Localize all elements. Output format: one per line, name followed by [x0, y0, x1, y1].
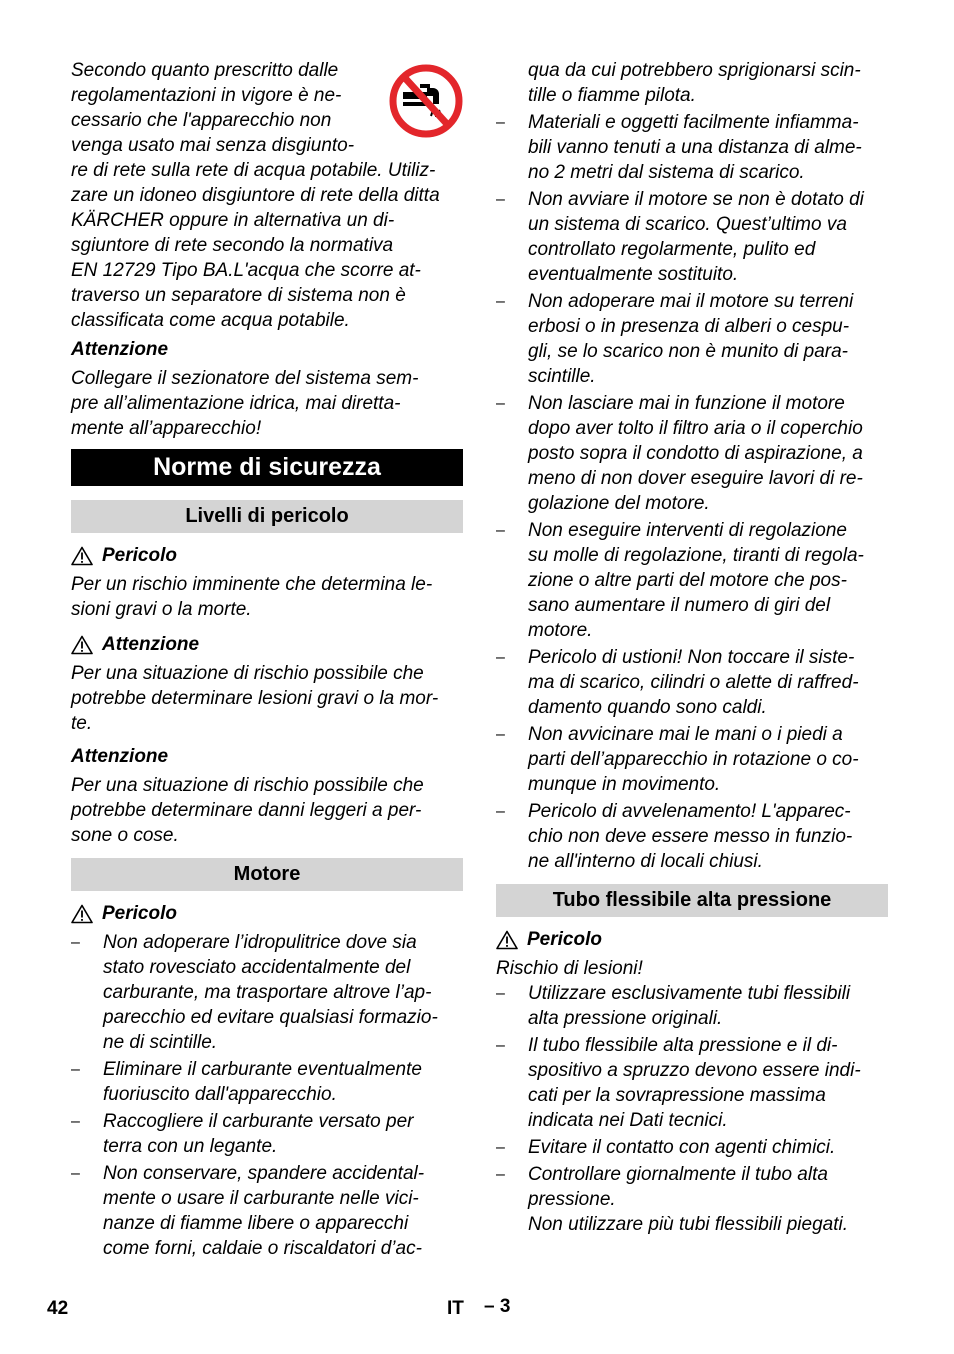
- list-item-line: ne di scintille.: [103, 1032, 218, 1053]
- dash-bullet: –: [496, 1037, 505, 1054]
- dash-bullet: –: [496, 1139, 505, 1156]
- list-item-line: cati per la sovrapressione massima: [528, 1085, 826, 1106]
- list-item-line: Non utilizzare più tubi flessibili piegati.: [528, 1214, 848, 1235]
- list-item-line: come forni, caldaie o riscaldatori d’ac-: [103, 1238, 422, 1259]
- dash-bullet: –: [496, 1166, 505, 1183]
- list-item-line: Non lasciare mai in funzione il motore: [528, 393, 845, 414]
- danger-text: [71, 572, 463, 622]
- list-item: [496, 1162, 888, 1237]
- dash-bullet: –: [71, 934, 80, 951]
- list-item-line: terra con un legante.: [103, 1136, 278, 1157]
- list-item-line: spositivo a spruzzo devono essere indi-: [528, 1060, 861, 1081]
- motor-list-left: [71, 930, 463, 1261]
- section-page: – 3: [484, 1296, 511, 1317]
- list-item: [496, 722, 888, 797]
- dash-bullet: –: [496, 114, 505, 131]
- list-item-line: Non avviare il motore se non è dotato di: [528, 189, 864, 210]
- subsection-title-hose: Tubo flessibile alta pressione: [496, 884, 888, 917]
- text-line: sgiuntore di rete secondo la normativa: [71, 235, 394, 256]
- dash-bullet: –: [496, 726, 505, 743]
- dash-bullet: –: [71, 1113, 80, 1130]
- caution-text: [71, 773, 463, 848]
- list-item-line: pressione.: [528, 1189, 616, 1210]
- list-item-line: parti dell’apparecchio in rotazione o co-: [528, 749, 859, 770]
- text-line: mente all’apparecchio!: [71, 418, 262, 439]
- text-line: re di rete sulla rete di acqua potabile. Utiliz-: [71, 160, 436, 181]
- list-item-line: Controllare giornalmente il tubo alta: [528, 1164, 828, 1185]
- caution-label: Attenzione: [71, 746, 169, 767]
- danger-heading: [71, 543, 463, 568]
- list-item-line: erbosi o in presenza di alberi o cespu-: [528, 316, 850, 337]
- dash-bullet: –: [496, 395, 505, 412]
- list-item-line: Non conservare, spandere accidental-: [103, 1163, 425, 1184]
- text-line: Per una situazione di rischio possibile che: [71, 775, 424, 796]
- text-line: qua da cui potrebbero sprigionarsi scin-: [528, 60, 861, 81]
- list-item-line: Materiali e oggetti facilmente infiamma-: [528, 112, 859, 133]
- list-item: [496, 391, 888, 516]
- list-item-line: posto sopra il condotto di aspirazione, a: [528, 443, 863, 464]
- list-item-line: Il tubo flessibile alta pressione e il di-: [528, 1035, 838, 1056]
- attention-label: Attenzione: [71, 339, 169, 360]
- warning-label: Attenzione: [102, 634, 200, 655]
- list-item-line: fuoriuscito dall'apparecchio.: [103, 1084, 337, 1105]
- list-item-line: mente o usare il carburante nelle vici-: [103, 1188, 419, 1209]
- list-item: [71, 1109, 463, 1159]
- page-number: 42: [47, 1298, 69, 1319]
- continued-text: [496, 58, 888, 108]
- list-item-line: motore.: [528, 620, 593, 641]
- list-item-line: alta pressione originali.: [528, 1008, 723, 1029]
- list-item-line: Non adoperare l’idropulitrice dove sia: [103, 932, 417, 953]
- language-code: IT: [447, 1298, 464, 1319]
- text-line: sioni gravi o la morte.: [71, 599, 252, 620]
- attention-text: [71, 366, 463, 441]
- motor-list-right: [496, 110, 888, 874]
- list-item-line: Evitare il contatto con agenti chimici.: [528, 1137, 836, 1158]
- text-line: pre all’alimentazione idrica, mai diretta-: [71, 393, 401, 414]
- list-item-line: stato rovesciato accidentalmente del: [103, 957, 411, 978]
- list-item-line: indicata nei Dati tecnici.: [528, 1110, 728, 1131]
- text-line: potrebbe determinare lesioni gravi o la mor-: [71, 688, 439, 709]
- list-item: [496, 110, 888, 185]
- text-line: tille o fiamme pilota.: [528, 85, 696, 106]
- list-item-line: ne all'interno di locali chiusi.: [528, 851, 763, 872]
- hose-intro: Rischio di lesioni!: [496, 958, 643, 979]
- text-line: Secondo quanto prescritto dalle: [71, 60, 339, 81]
- list-item-line: Non avvicinare mai le mani o i piedi a: [528, 724, 843, 745]
- text-line: sone o cose.: [71, 825, 179, 846]
- list-item-line: Pericolo di ustioni! Non toccare il siste-: [528, 647, 855, 668]
- list-item-line: chio non deve essere messo in funzio-: [528, 826, 853, 847]
- text-line: potrebbe determinare danni leggeri a per-: [71, 800, 422, 821]
- list-item: [496, 289, 888, 389]
- text-line: Per una situazione di rischio possibile che: [71, 663, 424, 684]
- list-item: [71, 930, 463, 1055]
- list-item-line: ma di scarico, cilindri o alette di raffred-: [528, 672, 859, 693]
- list-item-line: Pericolo di avvelenamento! L'apparec-: [528, 801, 851, 822]
- list-item: [71, 1057, 463, 1107]
- motor-danger-label: Pericolo: [102, 903, 177, 924]
- dash-bullet: –: [71, 1061, 80, 1078]
- list-item: [496, 645, 888, 720]
- list-item-line: gli, se lo scarico non è munito di para-: [528, 341, 848, 362]
- list-item: [496, 1033, 888, 1133]
- list-item-line: su molle di regolazione, tiranti di regola-: [528, 545, 864, 566]
- dash-bullet: –: [496, 293, 505, 310]
- list-item-line: golazione del motore.: [528, 493, 710, 514]
- list-item-line: nanze di fiamme libere o apparecchi: [103, 1213, 409, 1234]
- subsection-title-levels: Livelli di pericolo: [71, 500, 463, 533]
- list-item-line: parecchio ed evitare qualsiasi formazio-: [103, 1007, 438, 1028]
- list-item: [496, 518, 888, 643]
- warning-triangle-icon: [71, 904, 93, 924]
- list-item-line: controllato regolarmente, pulito ed: [528, 239, 816, 260]
- text-line: cessario che l'apparecchio non: [71, 110, 332, 131]
- warning-heading: [71, 632, 463, 657]
- hose-danger-heading: [496, 927, 888, 952]
- list-item-line: carburante, ma trasportare altrove l’ap-: [103, 982, 432, 1003]
- list-item-line: Non adoperare mai il motore su terreni: [528, 291, 854, 312]
- list-item-line: damento quando sono caldi.: [528, 697, 767, 718]
- dash-bullet: –: [496, 803, 505, 820]
- text-line: zare un idoneo disgiuntore di rete della ditta: [71, 185, 440, 206]
- warning-triangle-icon: [496, 930, 518, 950]
- list-item-line: munque in movimento.: [528, 774, 721, 795]
- left-column: [71, 58, 463, 1263]
- hose-list: [496, 981, 888, 1237]
- list-item-line: un sistema di scarico. Quest’ultimo va: [528, 214, 847, 235]
- no-drinking-water-icon: [389, 64, 463, 138]
- dash-bullet: –: [496, 649, 505, 666]
- warning-text: [71, 661, 463, 736]
- list-item-line: Eliminare il carburante eventualmente: [103, 1059, 422, 1080]
- list-item: [496, 981, 888, 1031]
- subsection-title-motor: Motore: [71, 858, 463, 891]
- text-line: traverso un separatore di sistema non è: [71, 285, 406, 306]
- list-item-line: no 2 metri dal sistema di scarico.: [528, 162, 805, 183]
- list-item: [71, 1161, 463, 1261]
- list-item-line: Raccogliere il carburante versato per: [103, 1111, 414, 1132]
- list-item: [496, 187, 888, 287]
- list-item-line: meno di non dover eseguire lavori di re-: [528, 468, 863, 489]
- danger-label: Pericolo: [102, 545, 177, 566]
- list-item-line: Utilizzare esclusivamente tubi flessibili: [528, 983, 851, 1004]
- text-line: EN 12729 Tipo BA.L'acqua che scorre at-: [71, 260, 421, 281]
- list-item: [496, 1135, 888, 1160]
- hose-danger-label: Pericolo: [527, 929, 602, 950]
- section-title-safety: Norme di sicurezza: [71, 449, 463, 486]
- dash-bullet: –: [496, 985, 505, 1002]
- text-line: classificata come acqua potabile.: [71, 310, 350, 331]
- dash-bullet: –: [496, 522, 505, 539]
- intro-paragraph: [71, 58, 463, 333]
- list-item-line: scintille.: [528, 366, 596, 387]
- text-line: Per un rischio imminente che determina le-: [71, 574, 433, 595]
- dash-bullet: –: [496, 191, 505, 208]
- dash-bullet: –: [71, 1165, 80, 1182]
- right-column: [496, 58, 888, 1239]
- warning-triangle-icon: [71, 546, 93, 566]
- list-item-line: sano aumentare il numero di giri del: [528, 595, 831, 616]
- list-item-line: bili vanno tenuti a una distanza di alme-: [528, 137, 862, 158]
- motor-danger-heading: [71, 901, 463, 926]
- list-item-line: eventualmente sostituito.: [528, 264, 739, 285]
- text-line: regolamentazioni in vigore è ne-: [71, 85, 342, 106]
- warning-triangle-icon: [71, 635, 93, 655]
- text-line: venga usato mai senza disgiunto-: [71, 135, 355, 156]
- list-item-line: Non eseguire interventi di regolazione: [528, 520, 847, 541]
- list-item-line: dopo aver tolto il filtro aria o il coperchio: [528, 418, 863, 439]
- list-item-line: zione o altre parti del motore che pos-: [528, 570, 847, 591]
- list-item: [496, 799, 888, 874]
- text-line: Collegare il sezionatore del sistema sem-: [71, 368, 419, 389]
- text-line: te.: [71, 713, 93, 734]
- text-line: KÄRCHER oppure in alternativa un di-: [71, 210, 395, 231]
